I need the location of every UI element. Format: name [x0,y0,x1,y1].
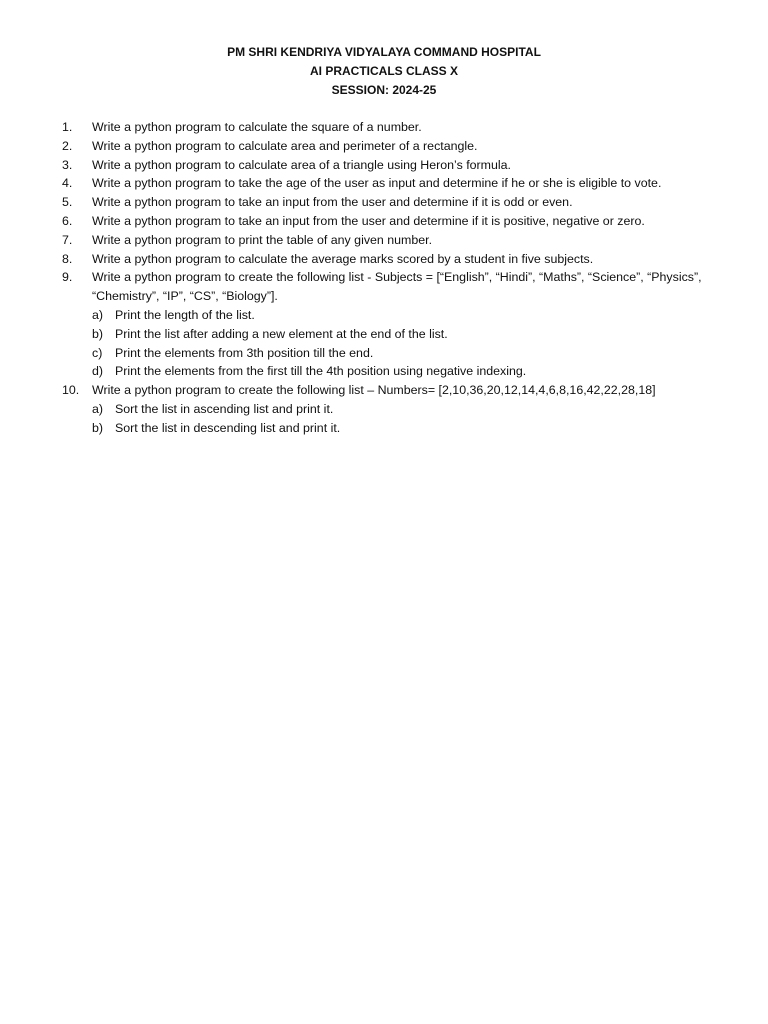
question-item [0,250,768,269]
sub-question-text: Print the elements from 3th position till the end. [115,345,374,360]
sub-question-item [92,344,728,363]
question-number: 7. [62,232,73,247]
question-text: Write a python program to take an input from the user and determine if it is odd or even. [92,195,573,210]
question-list [0,118,768,438]
question-item [0,137,768,156]
sub-question-list [92,400,728,438]
question-item [0,156,768,175]
question-number: 5. [62,195,73,210]
question-item [0,268,768,381]
question-text: Write a python program to calculate area of a triangle using Heron’s formula. [92,157,511,172]
question-number: 8. [62,251,73,266]
sub-question-text: Print the list after adding a new element at the end of the list. [115,326,448,341]
sub-question-list [92,306,728,381]
sub-question-text: Sort the list in ascending list and print it. [115,401,334,416]
sub-question-letter: a) [92,401,104,416]
sub-question-letter: c) [92,345,103,360]
sub-question-letter: b) [92,326,104,341]
session-label: SESSION: 2024-25 [331,83,437,97]
question-number: 6. [62,213,73,228]
sub-question-text: Print the elements from the first till the 4th position using negative indexing. [115,364,527,379]
sub-question-item [92,362,728,381]
question-number: 1. [62,120,73,134]
question-text: Write a python program to take an input from the user and determine if it is positive, negative or zero. [92,213,645,228]
question-item [0,118,768,137]
question-item [0,381,768,437]
question-text: Write a python program to create the following list - Subjects = [“English”, “Hindi”, “Maths”, “Science”, “Physics”, “Chemistry”, “IP”, “CS”, “Biology”]. [92,270,702,304]
sub-question-item [92,306,728,325]
question-text: Write a python program to calculate area and perimeter of a rectangle. [92,138,478,153]
document-header [0,43,768,100]
question-text: Write a python program to calculate the square of a number. [92,120,422,134]
question-item [0,174,768,193]
question-text: Write a python program to create the following list – Numbers= [2,10,36,20,12,14,4,6,8,16,42,22,28,18] [92,383,656,398]
question-item [0,212,768,231]
question-text: Write a python program to calculate the average marks scored by a student in five subjects. [92,251,594,266]
sub-question-letter: a) [92,307,104,322]
question-item [0,193,768,212]
question-number: 3. [62,157,73,172]
school-name: PM SHRI KENDRIYA VIDYALAYA COMMAND HOSPITAL [227,45,541,59]
sub-question-item [92,419,728,438]
question-item [0,231,768,250]
question-number: 9. [62,270,73,285]
sub-question-letter: b) [92,420,104,435]
sub-question-text: Print the length of the list. [115,307,255,322]
document-title: AI PRACTICALS CLASS X [309,64,458,78]
question-number: 4. [62,176,73,191]
question-text: Write a python program to print the table of any given number. [92,232,433,247]
question-number: 10. [62,383,80,398]
question-number: 2. [62,138,73,153]
sub-question-item [92,400,728,419]
sub-question-item [92,325,728,344]
sub-question-text: Sort the list in descending list and print it. [115,420,341,435]
sub-question-letter: d) [92,364,104,379]
question-text: Write a python program to take the age of the user as input and determine if he or she is eligible to vote. [92,176,662,191]
